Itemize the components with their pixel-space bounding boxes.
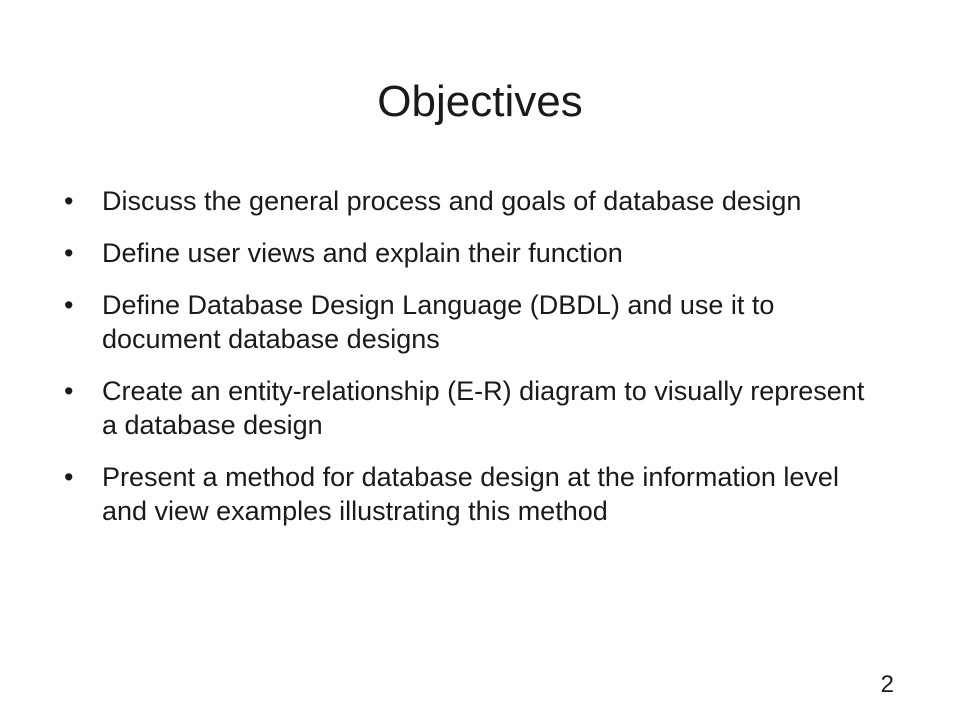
bullet-text: Discuss the general process and goals of database design	[102, 186, 802, 216]
bullet-marker-icon: •	[64, 462, 74, 492]
bullet-item	[64, 184, 882, 218]
bullet-marker-icon: •	[64, 376, 74, 406]
bullet-marker-icon: •	[64, 186, 74, 216]
bullet-item	[64, 236, 882, 270]
slide-title: Objectives	[377, 77, 583, 126]
bullet-marker-icon: •	[64, 238, 74, 268]
bullet-text: Define Database Design Language (DBDL) and use it to document database designs	[102, 290, 775, 354]
bullet-marker-icon: •	[64, 290, 74, 320]
bullet-text: Present a method for database design at the information level and view examples illustrating this method	[102, 462, 839, 526]
bullet-list	[64, 184, 882, 546]
bullet-item	[64, 374, 882, 442]
bullet-item	[64, 288, 882, 356]
bullet-text: Create an entity-relationship (E-R) diagram to visually represent a database design	[102, 376, 865, 440]
page-number: 2	[880, 671, 894, 698]
bullet-text: Define user views and explain their function	[102, 238, 623, 268]
bullet-item	[64, 460, 882, 528]
